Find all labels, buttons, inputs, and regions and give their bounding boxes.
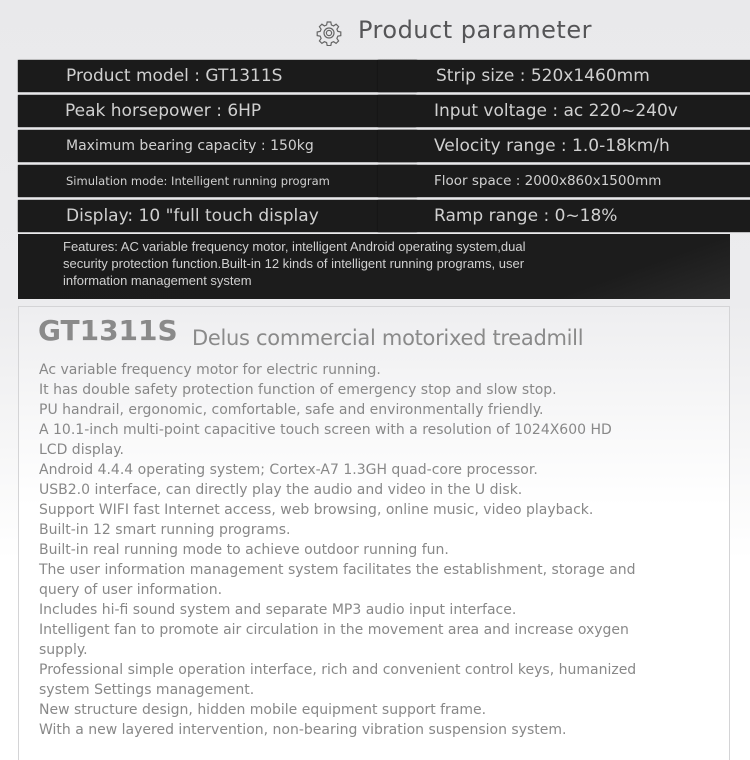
param-text: Display: 10 "full touch display xyxy=(66,206,319,226)
description-line: query of user information. xyxy=(39,582,223,598)
param-text: Simulation mode: Intelligent running program xyxy=(66,174,330,188)
description-line: Includes hi-fi sound system and separate MP3 audio input interface. xyxy=(39,602,517,618)
param-text: Input voltage : ac 220~240v xyxy=(434,101,678,121)
description-line: Ac variable frequency motor for electric running. xyxy=(39,362,381,378)
param-strip-size xyxy=(378,60,750,92)
param-product-model xyxy=(18,60,417,92)
param-floor-space xyxy=(378,165,750,197)
description-line: It has double safety protection function of emergency stop and slow stop. xyxy=(39,382,557,398)
description-line: New structure design, hidden mobile equipment support frame. xyxy=(39,702,487,718)
param-text: Ramp range : 0~18% xyxy=(434,206,618,226)
description-line: The user information management system facilitates the establishment, storage and xyxy=(39,562,636,578)
description-line: Built-in real running mode to achieve outdoor running fun. xyxy=(39,542,449,558)
description-line: Intelligent fan to promote air circulation in the movement area and increase oxygen xyxy=(39,622,629,638)
description-line: Built-in 12 smart running programs. xyxy=(39,522,291,538)
description-list xyxy=(39,360,729,740)
features-line: Features: AC variable frequency motor, intelligent Android operating system,dual xyxy=(63,239,526,254)
description-line: supply. xyxy=(39,642,88,658)
param-text: Floor space : 2000x860x1500mm xyxy=(434,173,662,189)
param-velocity-range xyxy=(378,130,750,162)
model-name: GT1311S xyxy=(38,314,178,347)
description-line: A 10.1-inch multi-point capacitive touch screen with a resolution of 1024X600 HD xyxy=(39,422,612,438)
model-subtitle: Delus commercial motorixed treadmill xyxy=(192,326,584,350)
param-text: Maximum bearing capacity : 150kg xyxy=(66,138,314,154)
description-line: Android 4.4.4 operating system; Cortex-A7 1.3GH quad-core processor. xyxy=(39,462,538,478)
param-ramp-range xyxy=(378,200,750,232)
param-text: Strip size : 520x1460mm xyxy=(436,66,650,86)
gear-icon xyxy=(316,20,342,46)
param-max-bearing xyxy=(18,130,417,162)
description-line: LCD display. xyxy=(39,442,124,458)
param-text: Velocity range : 1.0-18km/h xyxy=(434,136,670,156)
description-line: Professional simple operation interface, rich and convenient control keys, humanized xyxy=(39,662,637,678)
description-line: With a new layered intervention, non-bearing vibration suspension system. xyxy=(39,722,567,738)
features-line: security protection function.Built-in 12 kinds of intelligent running programs, user xyxy=(63,256,525,271)
description-line: PU handrail, ergonomic, comfortable, safe and environmentally friendly. xyxy=(39,402,544,418)
description-line: USB2.0 interface, can directly play the audio and video in the U disk. xyxy=(39,482,523,498)
param-simulation-mode xyxy=(18,165,417,197)
param-text: Product model : GT1311S xyxy=(66,66,283,86)
param-text: Peak horsepower : 6HP xyxy=(65,101,262,121)
features-line: information management system xyxy=(63,273,252,288)
features-box xyxy=(18,234,730,299)
description-line: Support WIFI fast Internet access, web browsing, online music, video playback. xyxy=(39,502,594,518)
param-display xyxy=(18,200,417,232)
page-title: Product parameter xyxy=(358,16,592,44)
description-line: system Settings management. xyxy=(39,682,255,698)
param-peak-horsepower xyxy=(18,95,416,127)
param-input-voltage xyxy=(378,95,750,127)
